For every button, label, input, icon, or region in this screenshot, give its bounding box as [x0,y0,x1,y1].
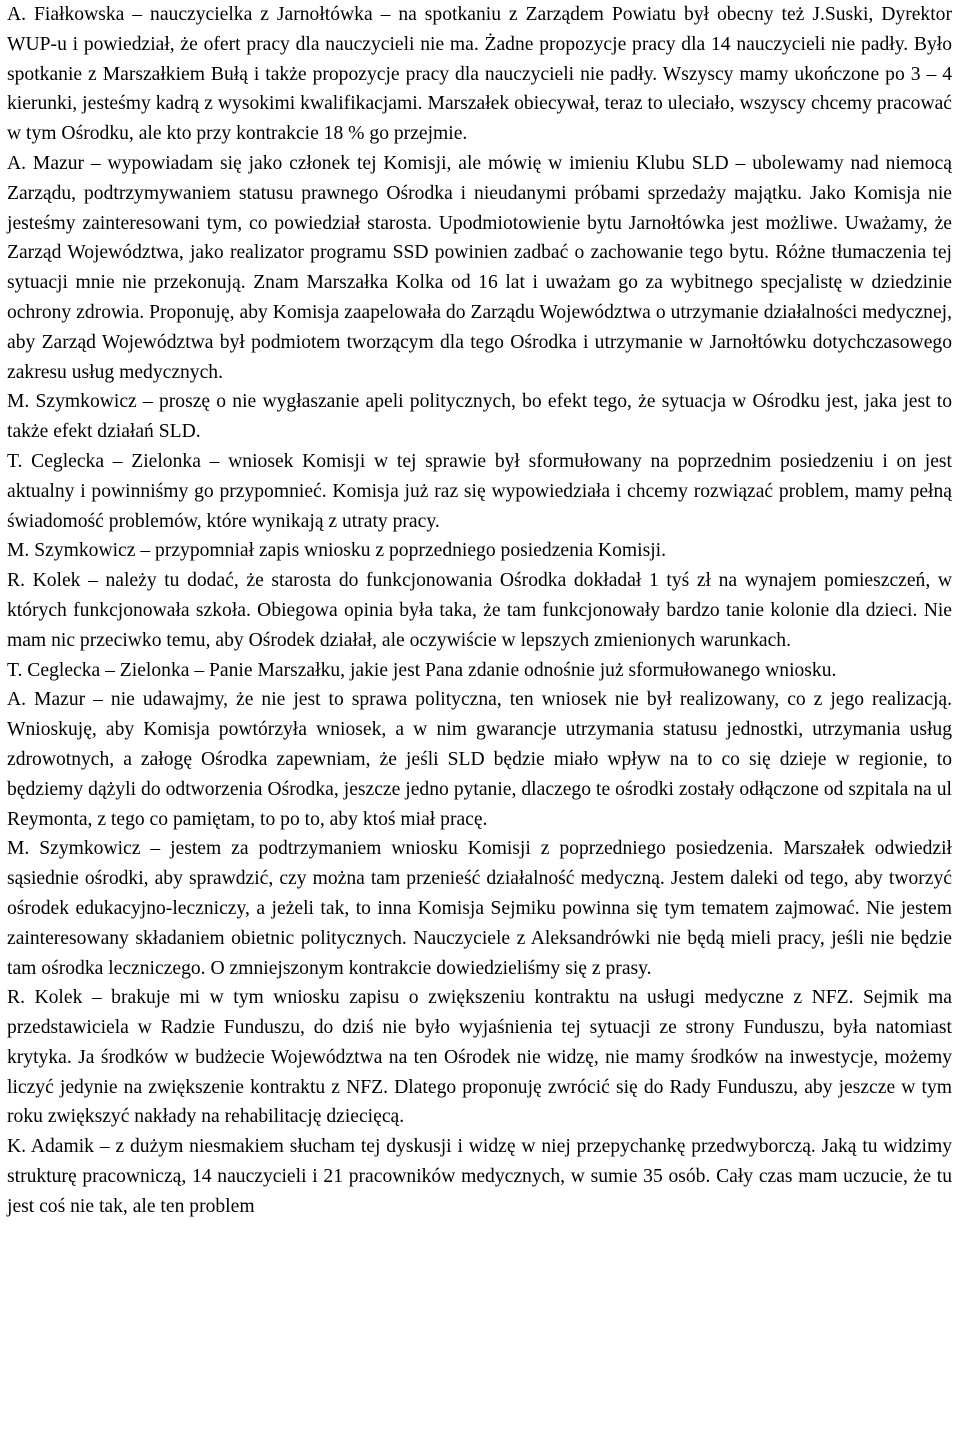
paragraph-mazur-1: A. Mazur – wypowiadam się jako członek tej Komisji, ale mówię w imieniu Klubu SLD – ubolewamy nad niemocą Zarządu, podtrzymywaniem statusu prawnego Ośrodka i nieudanymi próbami sprzedaży majątku. Jako Komisja nie jesteśmy zainteresowani tym, co powiedział starosta. Upodmiotowienie bytu Jarnołtówka jest możliwe. Uważamy, że Zarząd Województwa, jako realizator programu SSD powinien zadbać o zachowanie tego bytu. Różne tłumaczenia tej sytuacji mnie nie przekonują. Znam Marszałka Kolka od 16 lat i uważam go za wybitnego specjalistę w dziedzinie ochrony zdrowia. Proponuję, aby Komisja zaapelowała do Zarządu Województwa o utrzymanie działalności medycznej, aby Zarząd Województwa był podmiotem tworzącym dla tego Ośrodka i utrzymanie w Jarnołtówku dotychczasowego zakresu usług medycznych. [7,152,952,383]
paragraph-kolek-1: R. Kolek – należy tu dodać, że starosta do funkcjonowania Ośrodka dokładał 1 tyś zł na wynajem pomieszczeń, w których funkcjonowała szkoła. Obiegowa opinia była taka, że tam funkcjonowały bardzo tanie kolonie dla dzieci. Nie mam nic przeciwko temu, aby Ośrodek działał, ale oczywiście w lepszych zmienionych warunkach. [7,570,952,651]
paragraph-ceglecka-2: T. Ceglecka – Zielonka – Panie Marszałku, jakie jest Pana zdanie odnośnie już sformułowanego wniosku. [7,659,837,681]
paragraph-ceglecka-1: T. Ceglecka – Zielonka – wniosek Komisji w tej sprawie był sformułowany na poprzednim posiedzeniu i on jest aktualny i powinniśmy go przypomnieć. Komisja już raz się wypowiedziała i chcemy rozwiązać problem, mamy pełną świadomość problemów, które wynikają z utraty pracy. [7,450,952,532]
paragraph-szymkowicz-1: M. Szymkowicz – proszę o nie wygłaszanie apeli politycznych, bo efekt tego, że sytuacja w Ośrodku jest, jaka jest to także efekt działań SLD. [7,391,952,443]
paragraph-fialkowska: A. Fiałkowska – nauczycielka z Jarnołtówka – na spotkaniu z Zarządem Powiatu był obecny też J.Suski, Dyrektor WUP-u i powiedział, że ofert pracy dla nauczycieli nie ma. Żadne propozycje pracy dla 14 nauczycieli nie padły. Było spotkanie z Marszałkiem Bułą i także propozycje pracy dla nauczycieli nie padły. Wszyscy mamy ukończone po 3 – 4 kierunki, jesteśmy kadrą z wysokimi kwalifikacjami. Marszałek obiecywał, teraz to uleciało, wszyscy chcemy pracować w tym Ośrodku, ale kto przy kontrakcie 18 % go przejmie. [7,4,952,145]
paragraph-mazur-2: A. Mazur – nie udawajmy, że nie jest to sprawa polityczna, ten wniosek nie był realizowany, co z jego realizacją. Wnioskuję, aby Komisja powtórzyła wniosek, a w nim gwarancje utrzymania statusu jednostki, utrzymania usług zdrowotnych, a załogę Ośrodka zapewniam, że jeśli SLD będzie miało wpływ na to co się dzieje w regionie, to będziemy dążyli do odtworzenia Ośrodka, jeszcze jedno pytanie, dlaczego te ośrodki zostały odłączone od szpitala na ul Reymonta, z tego co pamiętam, to po to, aby ktoś miał pracę. [7,689,952,830]
paragraph-adamik: K. Adamik – z dużym niesmakiem słucham tej dyskusji i widzę w niej przepychankę przedwyborczą. Jaką tu widzimy strukturę pracowniczą, 14 nauczycieli i 21 pracowników medycznych, w sumie 35 osób. Cały czas mam uczucie, że tu jest coś nie tak, ale ten problem [7,1136,952,1217]
paragraph-szymkowicz-3: M. Szymkowicz – jestem za podtrzymaniem wniosku Komisji z poprzedniego posiedzenia. Marszałek odwiedził sąsiednie ośrodki, aby sprawdzić, czy można tam przenieść działalność medyczną. Jestem daleki od tego, aby tworzyć ośrodek edukacyjno-leczniczy, a jeżeli tak, to inna Komisja Sejmiku powinna się tym tematem zajmować. Nie jestem zainteresowany składaniem obietnic politycznych. Nauczyciele z Aleksandrówki nie będą mieli pracy, jeśli nie będzie tam ośrodka leczniczego. O zmniejszonym kontrakcie dowiedzieliśmy się z prasy. [7,838,952,979]
paragraph-szymkowicz-2: M. Szymkowicz – przypomniał zapis wniosku z poprzedniego posiedzenia Komisji. [7,540,666,562]
paragraph-kolek-2: R. Kolek – brakuje mi w tym wniosku zapisu o zwiększeniu kontraktu na usługi medyczne z NFZ. Sejmik ma przedstawiciela w Radzie Funduszu, do dziś nie było wyjaśnienia tej sytuacji ze strony Funduszu, była natomiast krytyka. Ja środków w budżecie Województwa na ten Ośrodek nie widzę, nie mamy środków na inwestycje, możemy liczyć jedynie na zwiększenie kontraktu z NFZ. Dlatego proponuję zwrócić się do Rady Funduszu, aby jeszcze w tym roku zwiększyć nakłady na rehabilitację dziecięcą. [7,987,952,1128]
